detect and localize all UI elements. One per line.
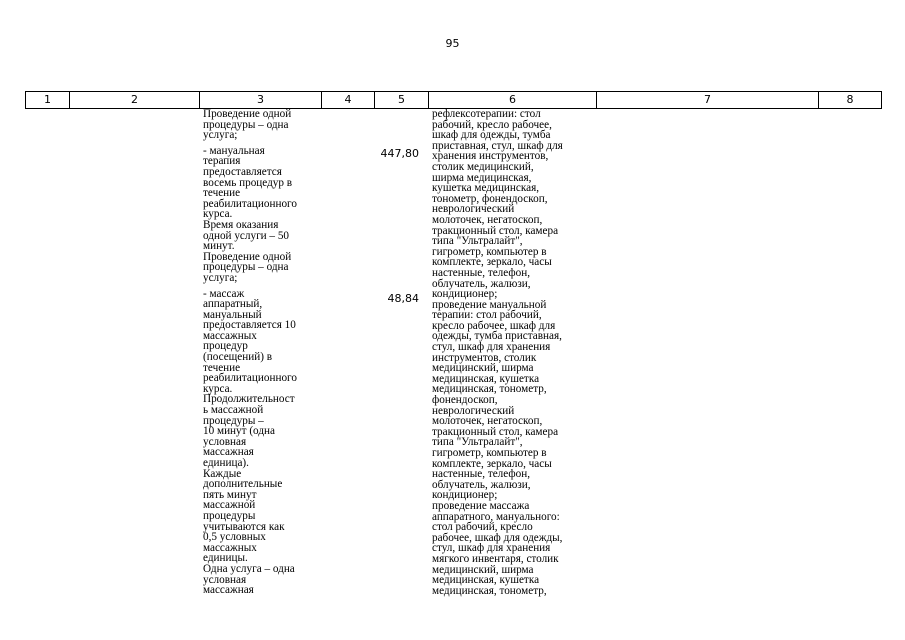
column-header-row: [25, 91, 882, 109]
price-manual-therapy: 447,80: [380, 147, 419, 160]
service-paragraph-massage: - массаж аппаратный, мануальный предоставляется 10 массажных процедур (посещений) в течение реабилитационного курса. Продолжительност ь массажной процедуры – 10 минут (одна условная массажная единица). Каждые дополнительные пять минут массажной процедуры учитываются как 0,5 условных массажных единицы. Одна услуга – одна условная массажная: [203, 287, 297, 597]
service-paragraph-manual-therapy: - мануальная терапия предоставляется восемь процедур в течение реабилитационного курса. Время оказания одной услуги – 50 минут. Проведение одной процедуры – одна услуга;: [203, 144, 297, 284]
column-number-4: 4: [322, 92, 375, 109]
page-number: 95: [445, 37, 460, 50]
column-number-2: 2: [70, 92, 200, 109]
equipment-list-column: рефлексотерапии: стол рабочий, кресло рабочее, шкаф для одежды, тумба приставная, стул, шкаф для хранения инструментов, столик медицинский, ширма медицинская, кушетка медицинская, тонометр, фонендоскоп, неврологический молоточек, негатоскоп, тракционный стол, камера типа "Ультралайт", гигрометр, компьютер в комплекте, зеркало, часы настенные, телефон, облучатель, жалюзи, кондиционер; проведение мануальной терапии: стол рабочий, кресло рабочее, шкаф для одежды, тумба приставная, стул, шкаф для хранения инструментов, столик медицинский, ширма медицинская, кушетка медицинская, тонометр, фонендоскоп, неврологический молоточек, негатоскоп, тракционный стол, камера типа "Ультралайт", гигрометр, компьютер в комплекте, зеркало, часы настенные, телефон, облучатель, жалюзи, кондиционер; проведение массажа аппаратного, мануального: стол рабочий, кресло рабочее, шкаф для одежды, стул, шкаф для хранения мягкого инвентаря, столик медицинский, ширма медицинская, кушетка медицинская, тонометр,: [432, 108, 563, 597]
service-paragraph-1: Проведение одной процедуры – одна услуга;: [203, 108, 292, 142]
column-number-1: 1: [26, 92, 70, 109]
price-massage: 48,84: [387, 292, 419, 305]
service-description-column: [203, 109, 325, 596]
column-number-3: 3: [200, 92, 322, 109]
column-number-5: 5: [375, 92, 429, 109]
column-number-7: 7: [597, 92, 819, 109]
column-number-6: 6: [429, 92, 597, 109]
column-number-8: 8: [819, 92, 882, 109]
